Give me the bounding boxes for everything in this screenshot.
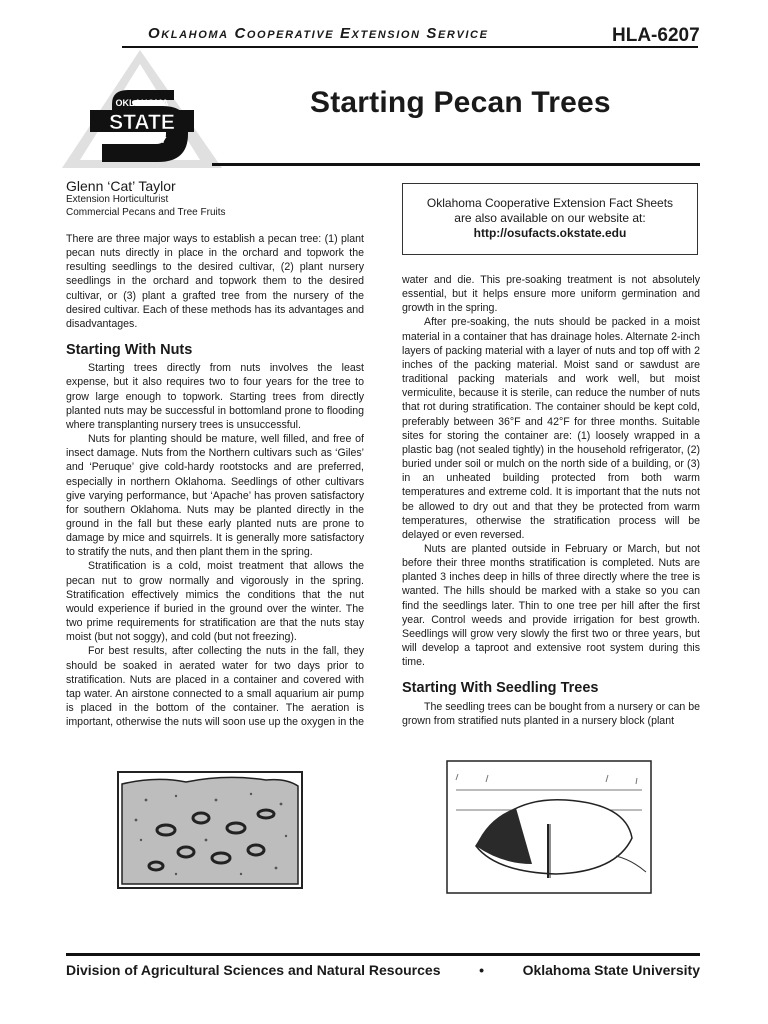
planting-hill-illustration bbox=[446, 760, 652, 894]
header-org: Oklahoma Cooperative Extension Service bbox=[148, 25, 489, 42]
osu-logo bbox=[62, 50, 222, 180]
paragraph: water and die. This pre-soaking treatment is not absolutely essential, but it helps ensure more uniform germination and growth in the spring. bbox=[402, 274, 700, 315]
section-heading-nuts: Starting With Nuts bbox=[66, 342, 193, 359]
author-role: Extension Horticulturist bbox=[66, 194, 169, 205]
paragraph: The seedling trees can be bought from a nursery or can be grown from stratified nuts planted in a nursery block (plant bbox=[402, 700, 700, 727]
title-rule bbox=[212, 163, 700, 166]
website-link[interactable]: http://osufacts.okstate.edu bbox=[473, 226, 627, 240]
paragraph: After pre-soaking, the nuts should be packed in a moist material in a container that has drainage holes. Alternate 2-inch layers of packing material with a layer of nuts and top off with 2 inches of the packing material. Moist sand or sawdust are traditional packing materials and work well, but moist vermiculite, because it is sterile, can reduce the number of nuts that rot during stratification. The container should be kept cold, preferably between 36°F and 42°F for three months. Suitable sites for storing the container are: (1) loosely wrapped in a plastic bag (not sealed tightly) in the household refrigerator, (2) buried under soil or mulch on the north side of a building, or (3) in an unheated building protected from both warm temperatures and extreme cold. It is important that the nuts not be allowed to dry out and that they be protected from warm temperatures, otherwise the stratification process will be delayed or even reversed. bbox=[402, 316, 700, 541]
footer-university: Oklahoma State University bbox=[522, 962, 700, 978]
footer-bullet: • bbox=[479, 962, 484, 978]
section-heading-seedlings: Starting With Seedling Trees bbox=[402, 680, 599, 697]
paragraph: Nuts are planted outside in February or March, but not before their three months stratification is completed. Nuts are planted 3 inches deep in hills of three directly where the tree is wanted. The hills should be marked with a stake so you can find the seedlings later. Thin to one tree per hill after the first year. Control weeds and provide irrigation for best growth. Seedlings will grow very slowly the first two or three years, but will develop a taproot and extensive root system during this time. bbox=[402, 542, 700, 669]
page-title: Starting Pecan Trees bbox=[310, 86, 611, 119]
paragraph: Stratification is a cold, moist treatment that allows the pecan nut to grow normally and vigorously in the spring. Stratification effectively mimics the conditions that the nut would experience if buried in the ground over the winter. The two prime requirements for stratification are that the nuts stay moist (but not soggy), and cold (but not freezing). bbox=[66, 560, 364, 644]
footer bbox=[66, 962, 700, 978]
author-name: Glenn ‘Cat’ Taylor bbox=[66, 178, 176, 194]
header-rule bbox=[122, 46, 698, 48]
paragraph: For best results, after collecting the nuts in the fall, they should be soaked in aerated water for two days prior to stratification. Nuts are placed in a container and covered with tap water. An airstone connected to a small aquarium air pump is placed in the bottom of the container. The aeration is important, otherwise the nuts will soon use up the oxygen in the bbox=[66, 645, 364, 729]
logo-text-oklahoma: OKLAHOMA bbox=[115, 98, 169, 108]
logo-text-state: STATE bbox=[109, 111, 175, 134]
paragraph: Nuts for planting should be mature, well filled, and free of insect damage. Nuts from the Northern cultivars such as ‘Giles’ and ‘Peruque’ give cold-hardy rootstocks and are preferred, especially in northern Oklahoma. Seedlings of other cultivars give varying performance, but ‘Apache’ has proven satisfactory for southern Oklahoma. Nuts may be planted directly in the ground in the fall but these early planted nuts are prone to damage by mice and squirrels. It is generally more satisfactory to stratify the nuts, and then plant them in the spring. bbox=[66, 433, 364, 559]
info-line-1: Oklahoma Cooperative Extension Fact Sheets bbox=[426, 196, 674, 210]
info-line-2: are also available on our website at: bbox=[454, 211, 646, 225]
paragraph: Starting trees directly from nuts involves the least expense, but it also requires two to four years for the tree to grow large enough to topwork. Starting trees from directly planted nuts may be successful in bottomland prone to flooding where transplanting nursery trees is unsuccessful. bbox=[66, 362, 364, 431]
footer-division: Division of Agricultural Sciences and Natural Resources bbox=[66, 962, 441, 978]
logo-text-university: UNIVERSITY bbox=[117, 136, 167, 145]
footer-rule bbox=[66, 953, 700, 956]
column-left bbox=[66, 232, 364, 729]
fact-sheet-code: HLA-6207 bbox=[612, 25, 700, 46]
author-specialty: Commercial Pecans and Tree Fruits bbox=[66, 207, 226, 218]
intro-paragraph: There are three major ways to establish a pecan tree: (1) plant pecan nuts directly in place in the orchard and topwork the resulting seedlings to the desired cultivar, (2) plant nursery seedlings in the orchard and topwork them to the desired cultivar, or (3) plant a grafted tree from the nursery of the desired cultivar. Each of these methods has its advantages and disadvantages. bbox=[66, 233, 364, 330]
stratification-box-illustration bbox=[116, 770, 304, 890]
column-right bbox=[402, 273, 700, 728]
website-info-box bbox=[402, 183, 698, 255]
